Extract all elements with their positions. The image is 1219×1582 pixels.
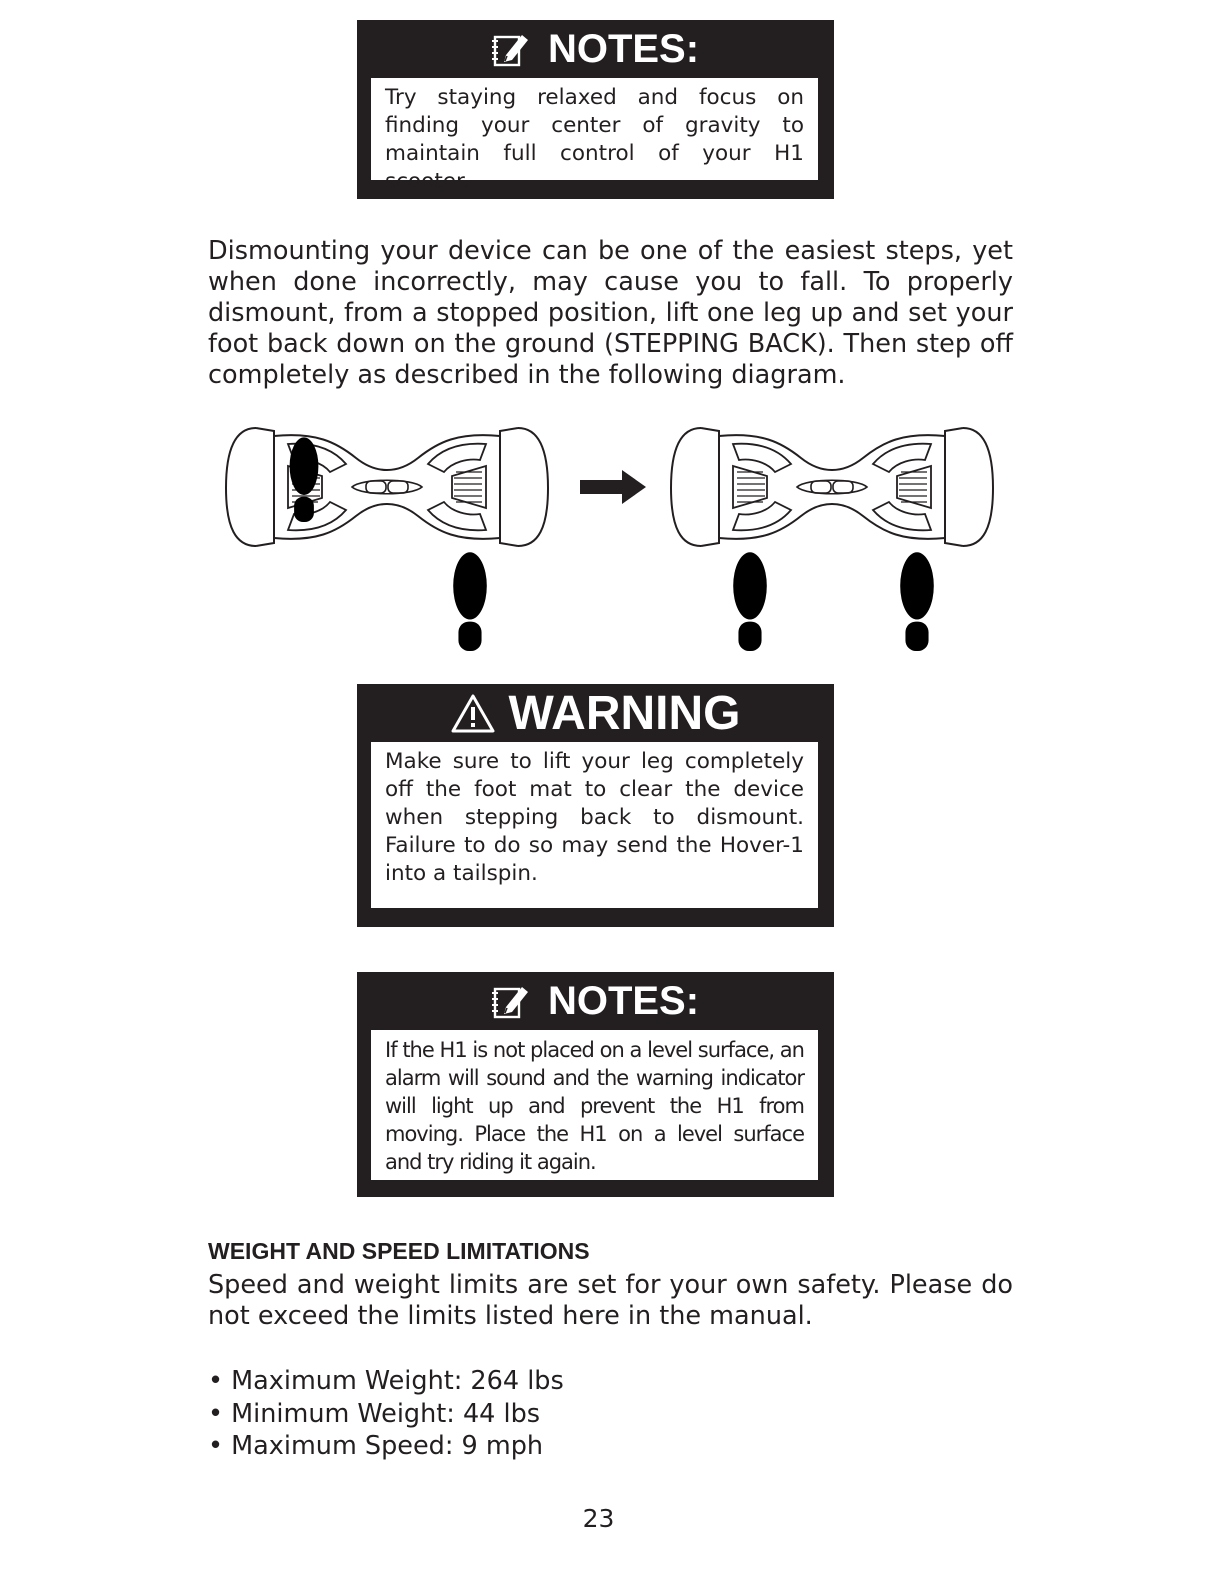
notes-text: Try staying relaxed and focus on finding your center of gravity to maintain full control of your H1 scooter. xyxy=(371,78,818,180)
limits-intro: Speed and weight limits are set for your own safety. Please do not exceed the limits listed here in the manual. xyxy=(208,1270,1013,1331)
dismount-paragraph: Dismounting your device can be one of the easiest steps, yet when done incorrectly, may cause you to fall. To properly dismount, from a stopped position, lift one leg up and set your foot back down on the ground (STEPPING BACK). Then step off completely as described in the following diagram. xyxy=(208,236,1013,390)
notes-text: If the H1 is not placed on a level surface, an alarm will sound and the warning indicator will light up and prevent the H1 from moving. Place the H1 on a level surface and try riding it again. xyxy=(371,1030,818,1180)
hoverboard-one-foot-on-icon xyxy=(226,428,548,546)
warning-title: WARNING xyxy=(508,686,741,740)
limits-list xyxy=(208,1365,564,1463)
notes-header xyxy=(357,20,834,78)
hoverboard-both-feet-off-icon xyxy=(671,428,993,546)
notes-box xyxy=(357,20,834,199)
notepad-pencil-icon xyxy=(492,31,528,67)
notes-title: NOTES: xyxy=(547,978,700,1023)
notes-header xyxy=(357,972,834,1030)
notes-title: NOTES: xyxy=(547,26,700,71)
warning-box xyxy=(357,684,834,927)
limits-heading: WEIGHT AND SPEED LIMITATIONS xyxy=(208,1238,590,1264)
list-item: • Maximum Speed: 9 mph xyxy=(208,1431,544,1461)
warning-triangle-icon xyxy=(451,693,495,733)
list-item: • Minimum Weight: 44 lbs xyxy=(208,1398,541,1429)
foot-on-ground-icon xyxy=(897,555,937,667)
page-number: 23 xyxy=(582,1504,615,1533)
warning-text: Make sure to lift your leg completely off the foot mat to clear the device when stepping back to dismount. Failure to do so may send the Hover-1 into a tailspin. xyxy=(371,742,818,908)
foot-on-ground-icon xyxy=(730,555,770,667)
list-item: • Maximum Weight: 264 lbs xyxy=(208,1366,564,1396)
right-arrow-icon xyxy=(578,469,648,505)
notepad-pencil-icon xyxy=(492,983,528,1019)
warning-header xyxy=(357,684,834,742)
left-foot-on-ground-icon xyxy=(450,555,490,667)
notes-box xyxy=(357,972,834,1197)
